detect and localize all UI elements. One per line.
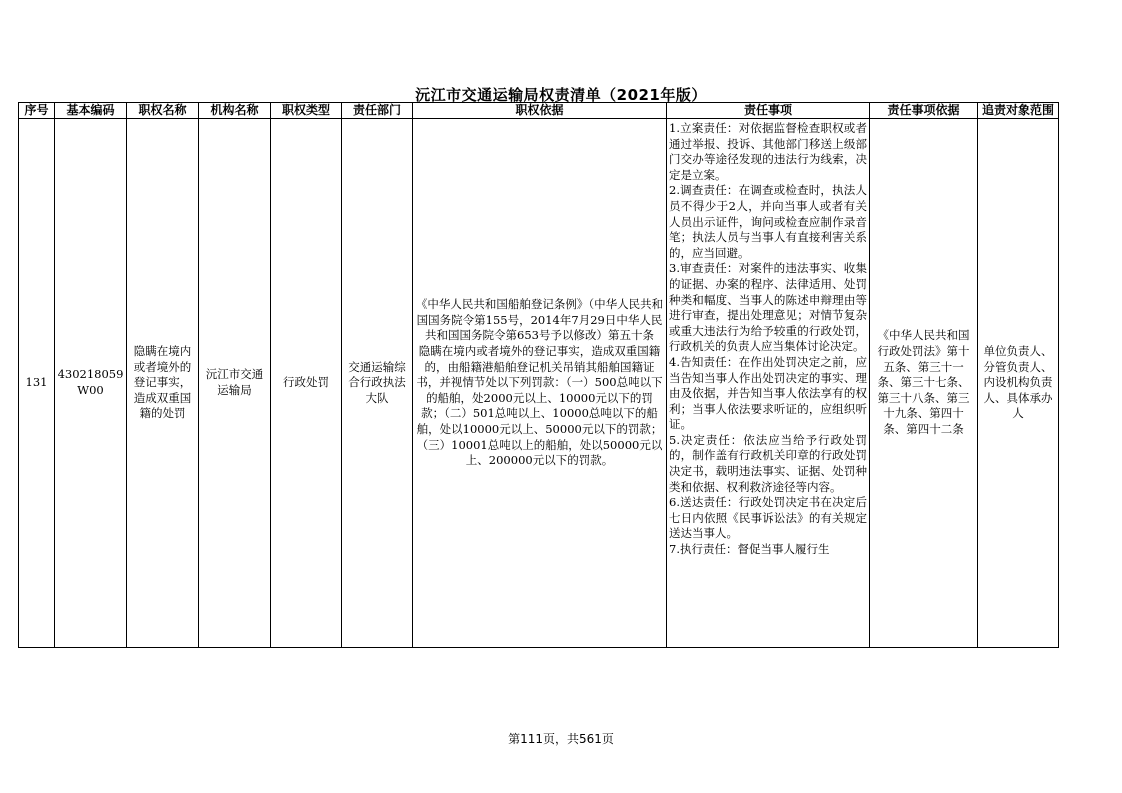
cell-code: 430218059W00: [55, 119, 127, 648]
responsibility-item: 6.送达责任：行政处罚决定书在决定后七日内依照《民事诉讼法》的有关规定送达当事人。: [669, 495, 867, 541]
header-responsibilities: 责任事项: [667, 103, 870, 119]
header-seq: 序号: [19, 103, 55, 119]
header-org-name: 机构名称: [199, 103, 271, 119]
responsibility-item: 7.执行责任：督促当事人履行生: [669, 542, 830, 557]
header-row: [19, 103, 1059, 119]
header-power-name: 职权名称: [127, 103, 199, 119]
table-row: [19, 119, 1059, 648]
power-responsibility-table: [18, 102, 1059, 648]
responsibility-item: 3.审查责任：对案件的违法事实、收集的证据、办案的程序、法律适用、处罚种类和幅度、当事人的陈述申辩理由等进行审查，提出处理意见；对情节复杂或重大违法行为给予较重的行政处罚，行政机关的负责人应当集体讨论决定。: [669, 261, 867, 354]
cell-basis: 《中华人民共和国船舶登记条例》（中华人民共和国国务院令第155号，2014年7月29日中华人民共和国国务院令第653号予以修改）第五十条 隐瞒在境内或者境外的登记事实，造成双重国籍的，由船籍港船舶登记机关吊销其船舶国籍证书，并视情节处以下列罚款：（一）500总吨以下的船舶，处2000元以上、10000元以下的罚款；（二）501总吨以上、10000总吨以下的船舶，处以10000元以上、50000元以下的罚款；（三）10001总吨以上的船舶，处以50000元以上、200000元以下的罚款。: [413, 119, 667, 648]
document-title: 沅江市交通运输局权责清单（2021年版）: [415, 86, 707, 104]
responsibility-item: 1.立案责任：对依据监督检查职权或者通过举报、投诉、其他部门移送上级部门交办等途径发现的违法行为线索，决定是立案。: [669, 121, 867, 182]
responsibility-item: 2.调查责任：在调查或检查时，执法人员不得少于2人，并向当事人或者有关人员出示证件，询问或检查应制作录音笔；执法人员与当事人有直接利害关系的，应当回避。: [669, 183, 867, 260]
cell-resp-basis: 《中华人民共和国行政处罚法》第十五条、第三十一条、第三十七条、第三十八条、第三十九条、第四十条、第四十二条: [870, 119, 978, 648]
cell-responsibilities: [667, 119, 870, 648]
cell-power-name: 隐瞒在境内或者境外的登记事实，造成双重国籍的处罚: [127, 119, 199, 648]
header-accountability: 追责对象范围: [978, 103, 1059, 119]
header-resp-basis: 责任事项依据: [870, 103, 978, 119]
header-power-type: 职权类型: [271, 103, 342, 119]
header-department: 责任部门: [342, 103, 413, 119]
header-code: 基本编码: [55, 103, 127, 119]
page-number: 第111页，共561页: [508, 732, 614, 746]
cell-seq: 131: [19, 119, 55, 648]
cell-org-name: 沅江市交通运输局: [199, 119, 271, 648]
cell-accountability: 单位负责人、分管负责人、内设机构负责人、具体承办人: [978, 119, 1059, 648]
cell-power-type: 行政处罚: [271, 119, 342, 648]
responsibility-item: 5.决定责任：依法应当给予行政处罚的，制作盖有行政机关印章的行政处罚决定书，载明违法事实、证据、处罚种类和依据、权利救济途径等内容。: [669, 432, 867, 494]
header-basis: 职权依据: [413, 103, 667, 119]
responsibility-item: 4.告知责任：在作出处罚决定之前，应当告知当事人作出处罚决定的事实、理由及依据，并告知当事人依法享有的权利；当事人依法要求听证的，应组织听证。: [669, 354, 867, 432]
cell-department: 交通运输综合行政执法大队: [342, 119, 413, 648]
